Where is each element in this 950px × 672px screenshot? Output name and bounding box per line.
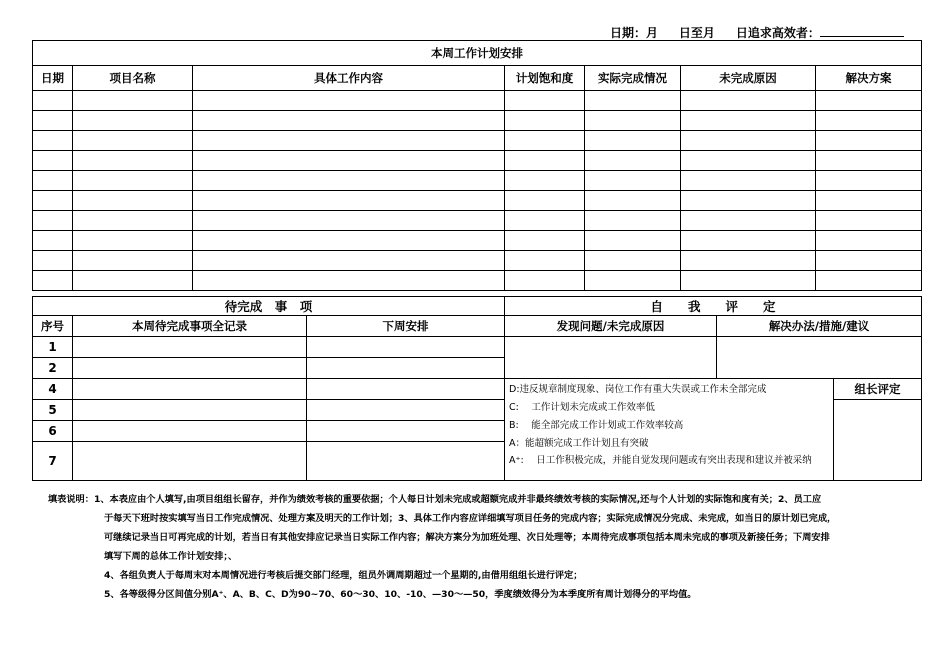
plan-cell-project-name[interactable] (73, 191, 193, 211)
plan-cell-plan-saturation[interactable] (505, 191, 585, 211)
fill-instructions (48, 490, 918, 604)
plan-cell-actual-status[interactable] (585, 151, 681, 171)
plan-cell-incomplete-reason[interactable] (681, 91, 816, 111)
plan-cell-date[interactable] (33, 231, 73, 251)
plan-row (33, 131, 922, 151)
grade-b: B: 能全部完成工作计划或工作效率较高 (509, 420, 684, 431)
plan-cell-solution[interactable] (816, 151, 922, 171)
plan-cell-work-content[interactable] (193, 151, 505, 171)
col-next-week-plan: 下周安排 (307, 316, 505, 337)
plan-cell-plan-saturation[interactable] (505, 171, 585, 191)
notes-line-2: 于每天下班时按实填写当日工作完成情况、处理方案及明天的工作计划；3、具体工作内容应详细填写项目任务的完成内容；实际完成情况分完成、未完成，如当日的原计划已完成， (104, 513, 837, 524)
plan-cell-project-name[interactable] (73, 231, 193, 251)
plan-cell-work-content[interactable] (193, 111, 505, 131)
self-eval-section-title: 自 我 评 定 (505, 297, 922, 316)
plan-cell-solution[interactable] (816, 271, 922, 291)
col-incomplete-reason: 未完成原因 (681, 66, 816, 91)
col-date: 日期 (33, 66, 73, 91)
plan-cell-work-content[interactable] (193, 131, 505, 151)
col-pending-items: 本周待完成事项全记录 (73, 316, 307, 337)
measures-cell[interactable] (717, 337, 922, 379)
notes-label: 填表说明： (48, 494, 94, 505)
grade-d: D:违反规章制度现象、岗位工作有重大失误或工作未全部完成 (509, 384, 767, 395)
plan-cell-plan-saturation[interactable] (505, 231, 585, 251)
col-plan-saturation: 计划饱和度 (505, 66, 585, 91)
pending-item-cell[interactable] (73, 442, 307, 481)
col-seq: 序号 (33, 316, 73, 337)
plan-cell-project-name[interactable] (73, 171, 193, 191)
plan-cell-date[interactable] (33, 251, 73, 271)
leader-eval-label: 组长评定 (834, 379, 922, 400)
plan-cell-work-content[interactable] (193, 251, 505, 271)
row-number: 4 (33, 379, 73, 400)
plan-header-row (33, 66, 922, 91)
plan-cell-solution[interactable] (816, 131, 922, 151)
plan-cell-date[interactable] (33, 191, 73, 211)
pending-section-title: 待完成 事 项 (33, 297, 505, 316)
plan-cell-date[interactable] (33, 151, 73, 171)
plan-cell-incomplete-reason[interactable] (681, 111, 816, 131)
pending-item-cell[interactable] (73, 421, 307, 442)
plan-cell-solution[interactable] (816, 211, 922, 231)
row-number: 5 (33, 400, 73, 421)
plan-row (33, 211, 922, 231)
plan-cell-actual-status[interactable] (585, 131, 681, 151)
plan-cell-actual-status[interactable] (585, 91, 681, 111)
plan-cell-actual-status[interactable] (585, 231, 681, 251)
plan-row (33, 231, 922, 251)
plan-cell-solution[interactable] (816, 191, 922, 211)
plan-cell-plan-saturation[interactable] (505, 271, 585, 291)
col-problems-found: 发现问题/未完成原因 (505, 316, 717, 337)
notes-line-6: 5、各等级得分区间值分别A⁺、A、B、C、D为90~70、60～30、10、-10、—30～—50，季度绩效得分为本季度所有周计划得分的平均值。 (104, 589, 697, 600)
col-actual-status: 实际完成情况 (585, 66, 681, 91)
date-to-label: 日至月 (678, 26, 715, 40)
plan-table-title: 本周工作计划安排 (33, 41, 922, 66)
plan-cell-date[interactable] (33, 211, 73, 231)
pending-and-eval-table (32, 296, 922, 481)
plan-cell-solution[interactable] (816, 171, 922, 191)
plan-cell-date[interactable] (33, 91, 73, 111)
plan-cell-project-name[interactable] (73, 131, 193, 151)
plan-cell-project-name[interactable] (73, 271, 193, 291)
plan-cell-actual-status[interactable] (585, 271, 681, 291)
plan-row (33, 271, 922, 291)
plan-cell-solution[interactable] (816, 251, 922, 271)
header-info (610, 24, 904, 41)
plan-cell-actual-status[interactable] (585, 251, 681, 271)
plan-cell-date[interactable] (33, 111, 73, 131)
plan-cell-work-content[interactable] (193, 191, 505, 211)
col-project-name: 项目名称 (73, 66, 193, 91)
plan-cell-plan-saturation[interactable] (505, 151, 585, 171)
row-number: 6 (33, 421, 73, 442)
pending-item-cell[interactable] (73, 358, 307, 379)
plan-cell-solution[interactable] (816, 231, 922, 251)
plan-cell-incomplete-reason[interactable] (681, 151, 816, 171)
leader-eval-cell[interactable] (834, 400, 922, 481)
col-work-content: 具体工作内容 (193, 66, 505, 91)
plan-row (33, 151, 922, 171)
plan-cell-work-content[interactable] (193, 171, 505, 191)
plan-cell-project-name[interactable] (73, 91, 193, 111)
row-number: 1 (33, 337, 73, 358)
plan-cell-date[interactable] (33, 171, 73, 191)
plan-cell-project-name[interactable] (73, 251, 193, 271)
plan-cell-plan-saturation[interactable] (505, 251, 585, 271)
pending-item-cell[interactable] (73, 400, 307, 421)
grade-c: C: 工作计划未完成或工作效率低 (509, 402, 655, 413)
plan-cell-incomplete-reason[interactable] (681, 231, 816, 251)
notes-line-3: 可继续记录当日可再完成的计划，若当日有其他安排应记录当日实际工作内容；解决方案分为加班处理、次日处理等；本周待完成事项包括本周未完成的事项及新接任务；下周安排 (104, 532, 830, 543)
plan-cell-work-content[interactable] (193, 211, 505, 231)
plan-cell-project-name[interactable] (73, 211, 193, 231)
plan-cell-work-content[interactable] (193, 231, 505, 251)
plan-cell-solution[interactable] (816, 111, 922, 131)
plan-cell-work-content[interactable] (193, 91, 505, 111)
plan-cell-date[interactable] (33, 131, 73, 151)
col-measures-suggestions: 解决办法/措施/建议 (717, 316, 922, 337)
plan-cell-project-name[interactable] (73, 151, 193, 171)
plan-cell-plan-saturation[interactable] (505, 91, 585, 111)
next-week-cell[interactable] (307, 400, 505, 421)
plan-cell-solution[interactable] (816, 91, 922, 111)
next-week-cell[interactable] (307, 358, 505, 379)
notes-line-4: 填写下周的总体工作计划安排；、 (104, 551, 238, 562)
plan-cell-plan-saturation[interactable] (505, 111, 585, 131)
pending-item-cell[interactable] (73, 379, 307, 400)
next-week-cell[interactable] (307, 337, 505, 358)
plan-cell-actual-status[interactable] (585, 211, 681, 231)
tracker-label: 日追求高效者： (735, 26, 820, 40)
next-week-cell[interactable] (307, 379, 505, 400)
plan-row (33, 191, 922, 211)
grade-a: A：能超额完成工作计划且有突破 (509, 438, 649, 449)
plan-cell-actual-status[interactable] (585, 111, 681, 131)
tracker-signature-line[interactable] (820, 26, 904, 37)
next-week-cell[interactable] (307, 442, 505, 481)
next-week-cell[interactable] (307, 421, 505, 442)
plan-row (33, 251, 922, 271)
date-label: 日期：月 (610, 26, 659, 40)
row-number: 7 (33, 442, 73, 481)
plan-row (33, 91, 922, 111)
row-number: 2 (33, 358, 73, 379)
notes-line-5: 4、各组负责人于每周末对本周情况进行考核后提交部门经理，组员外调周期超过一个星期的,由借用组组长进行评定； (104, 570, 583, 581)
plan-cell-incomplete-reason[interactable] (681, 211, 816, 231)
plan-cell-actual-status[interactable] (585, 191, 681, 211)
pending-item-cell[interactable] (73, 337, 307, 358)
plan-cell-actual-status[interactable] (585, 171, 681, 191)
plan-cell-plan-saturation[interactable] (505, 131, 585, 151)
plan-cell-incomplete-reason[interactable] (681, 271, 816, 291)
problems-found-cell[interactable] (505, 337, 717, 379)
plan-cell-incomplete-reason[interactable] (681, 191, 816, 211)
plan-cell-incomplete-reason[interactable] (681, 171, 816, 191)
weekly-plan-table (32, 40, 922, 291)
plan-cell-date[interactable] (33, 271, 73, 291)
notes-line-1: 填表说明：1、本表应由个人填写,由项目组组长留存，并作为绩效考核的重要依据；个人每日计划未完成或超额完成并非最终绩效考核的实际情况,还与个人计划的实际饱和度有关；2、员工应 (48, 494, 822, 505)
plan-cell-project-name[interactable] (73, 111, 193, 131)
plan-cell-incomplete-reason[interactable] (681, 251, 816, 271)
plan-cell-work-content[interactable] (193, 271, 505, 291)
plan-row (33, 171, 922, 191)
plan-cell-incomplete-reason[interactable] (681, 131, 816, 151)
plan-row (33, 111, 922, 131)
plan-cell-plan-saturation[interactable] (505, 211, 585, 231)
plan-body (33, 91, 922, 291)
col-solution: 解决方案 (816, 66, 922, 91)
grade-legend (505, 379, 834, 481)
grade-a-plus: A⁺: 日工作积极完成，并能自觉发现问题或有突出表现和建议并被采纳 (509, 455, 812, 466)
